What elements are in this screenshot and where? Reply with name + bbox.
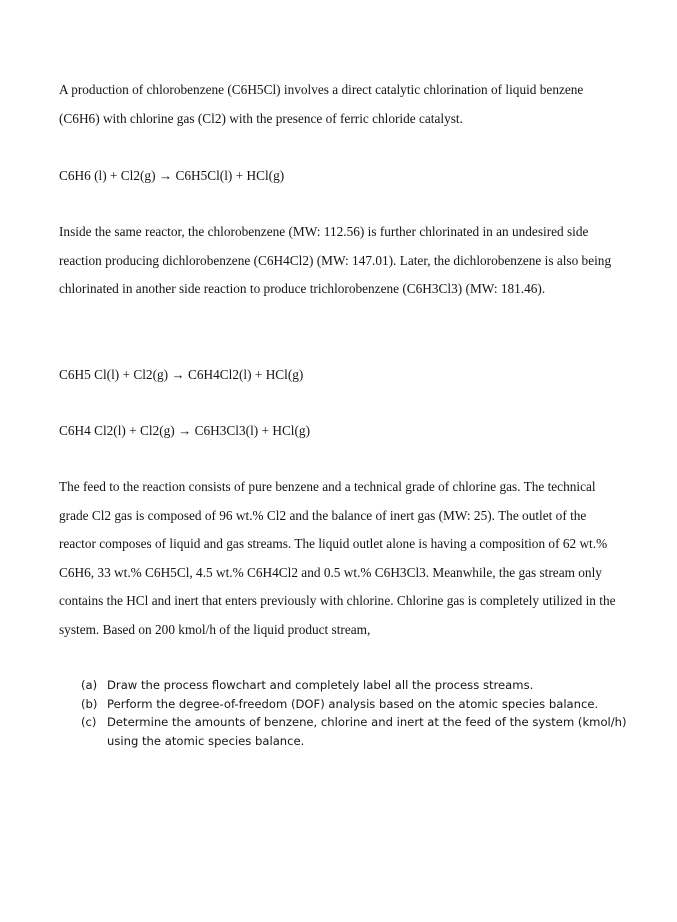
task-marker: (a)	[81, 678, 98, 692]
task-item	[81, 695, 641, 714]
task-item	[81, 713, 641, 750]
task-text: Perform the degree-of-freedom (DOF) analysis based on the atomic species balance.	[107, 696, 599, 711]
intro-paragraph: A production of chlorobenzene (C6H5Cl) involves a direct catalytic chlorination of liquid benzene (C6H6) with chlorine gas (Cl2) with the presence of ferric chloride catalyst.	[59, 82, 584, 126]
task-marker: (c)	[81, 715, 97, 730]
task-text: Determine the amounts of benzene, chlorine and inert at the feed of the system (kmol/h) using the atomic species balance.	[107, 715, 627, 748]
main-reaction-equation: C6H6 (l) + Cl2(g) → C6H5Cl(l) + HCl(g)	[59, 168, 285, 183]
task-text: Draw the process flowchart and completely label all the process streams.	[107, 678, 534, 692]
feed-description-paragraph: The feed to the reaction consists of pure benzene and a technical grade of chlorine gas. The technical grade Cl2 gas is composed of 96 wt.% Cl2 and the balance of inert gas (MW: 25). The outlet of the reactor composes of liquid and gas streams. The liquid outlet alone is having a composition of 62 wt.% C6H6, 33 wt.% C6H5Cl, 4.5 wt.% C6H4Cl2 and 0.5 wt.% C6H3Cl3. Meanwhile, the gas stream only contains the HCl and inert that enters previously with chlorine. Chlorine gas is completely utilized in the system. Based on 200 kmol/h of the liquid product stream,	[59, 479, 616, 637]
task-marker: (b)	[81, 696, 98, 711]
task-list	[81, 676, 641, 750]
task-item	[81, 676, 641, 695]
side-reaction-equation-1: C6H5 Cl(l) + Cl2(g) → C6H4Cl2(l) + HCl(g)	[59, 367, 304, 382]
side-reaction-equation-2: C6H4 Cl2(l) + Cl2(g) → C6H3Cl3(l) + HCl(g)	[59, 423, 311, 438]
side-reactions-paragraph: Inside the same reactor, the chlorobenzene (MW: 112.56) is further chlorinated in an undesired side reaction producing dichlorobenzene (C6H4Cl2) (MW: 147.01). Later, the dichlorobenzene is also being chlorinated in another side reaction to produce trichlorobenzene (C6H3Cl3) (MW: 181.46).	[59, 224, 612, 296]
